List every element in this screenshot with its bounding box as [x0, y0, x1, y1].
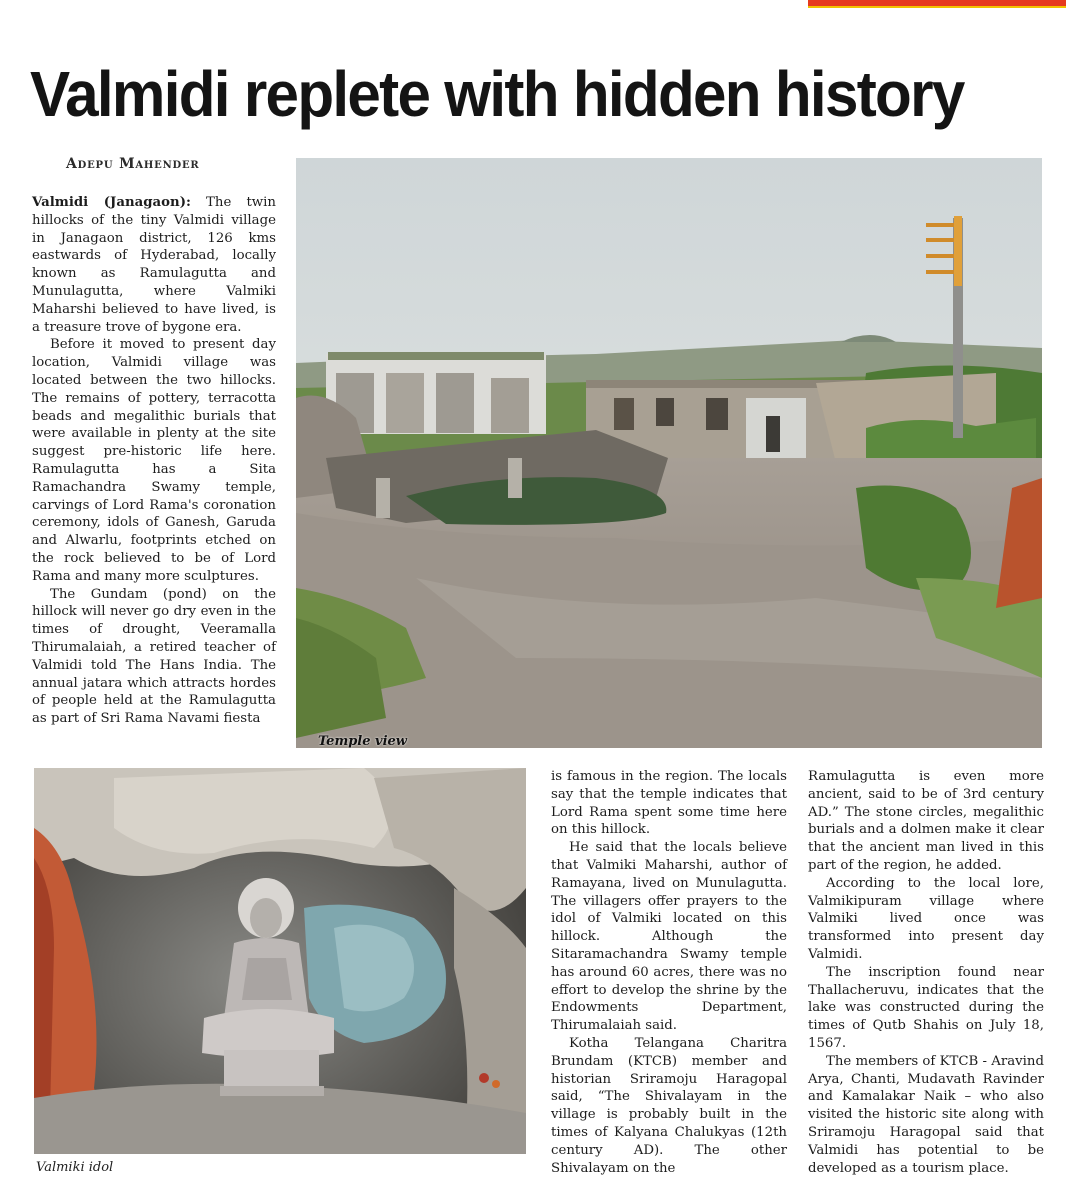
- paragraph-6: Kotha Telangana Charitra Brundam (KTCB) member and historian Sriramoju Haragopal said, “The Shivalayam in the village is probably built in the times of Kalyana Chalukyas (12th century AD). The other Shivalayam on the: [551, 1035, 787, 1176]
- paragraph-1: [32, 194, 276, 336]
- paragraph-1-text: The twin hillocks of the tiny Valmidi village in Janagaon district, 126 kms eastwards of Hyderabad, locally known as Ramulagutta and Munulagutta, where Valmiki Maharshi believed to have lived, is a treasure trove of bygone era.: [32, 195, 276, 335]
- paragraph-5: He said that the locals believe that Valmiki Maharshi, author of Ramayana, lived on Munulagutta. The villagers offer prayers to the idol of Valmiki located on this hillock. Although the Sitaramachandra Swamy temple has around 60 acres, there was no effort to develop the shrine by the Endowments Department, Thirumalaiah said.: [551, 840, 787, 1034]
- byline: Adepu Mahender: [66, 156, 200, 172]
- idol-photo-caption: Valmiki idol: [36, 1160, 114, 1175]
- paragraph-9: The inscription found near Thallacheruvu, indicates that the lake was constructed during the times of Qutb Shahis on July 18, 1567.: [808, 964, 1044, 1051]
- valmiki-idol-photo: [34, 768, 526, 1154]
- temple-photo-caption: Temple view: [318, 734, 407, 749]
- article-column-3: [808, 768, 1044, 1177]
- article-column-2: [551, 768, 787, 1177]
- paragraph-8: According to the local lore, Valmikipuram village where Valmiki lived once was transformed into present day Valmidi.: [808, 875, 1044, 962]
- dateline: Valmidi (Janagaon):: [32, 195, 191, 210]
- paragraph-2: Before it moved to present day location, Valmidi village was located between the two hillocks. The remains of pottery, terracotta beads and megalithic burials that were available in plenty at the site suggest pre-historic life here. Ramulagutta has a Sita Ramachandra Swamy temple, carvings of Lord Rama's coronation ceremony, idols of Ganesh, Garuda and Alwarlu, footprints etched on the rock believed to be of Lord Rama and many more sculptures.: [32, 337, 276, 584]
- temple-view-photo: [296, 158, 1042, 748]
- paragraph-7: Ramulagutta is even more ancient, said to be of 3rd century AD.” The stone circles, megalithic burials and a dolmen make it clear that the ancient man lived in this part of the region, he added.: [808, 769, 1044, 873]
- article-column-1: [32, 194, 276, 728]
- paragraph-10: The members of KTCB - Aravind Arya, Chanti, Mudavath Ravinder and Kamalakar Naik – who also visited the historic site along with Sriramoju Haragopal said that Valmidi has potential to be developed as a tourism place.: [808, 1053, 1044, 1176]
- paragraph-3: The Gundam (pond) on the hillock will never go dry even in the times of drought, Veeramalla Thirumalaiah, a retired teacher of Valmidi told The Hans India. The annual jatara which attracts hordes of people held at the Ramulagutta as part of Sri Rama Navami fiesta: [32, 586, 276, 727]
- masthead-color-strip: [808, 0, 1066, 8]
- headline: Valmidi replete with hidden history: [30, 58, 964, 130]
- paragraph-4: is famous in the region. The locals say that the temple indicates that Lord Rama spent some time here on this hillock.: [551, 769, 787, 838]
